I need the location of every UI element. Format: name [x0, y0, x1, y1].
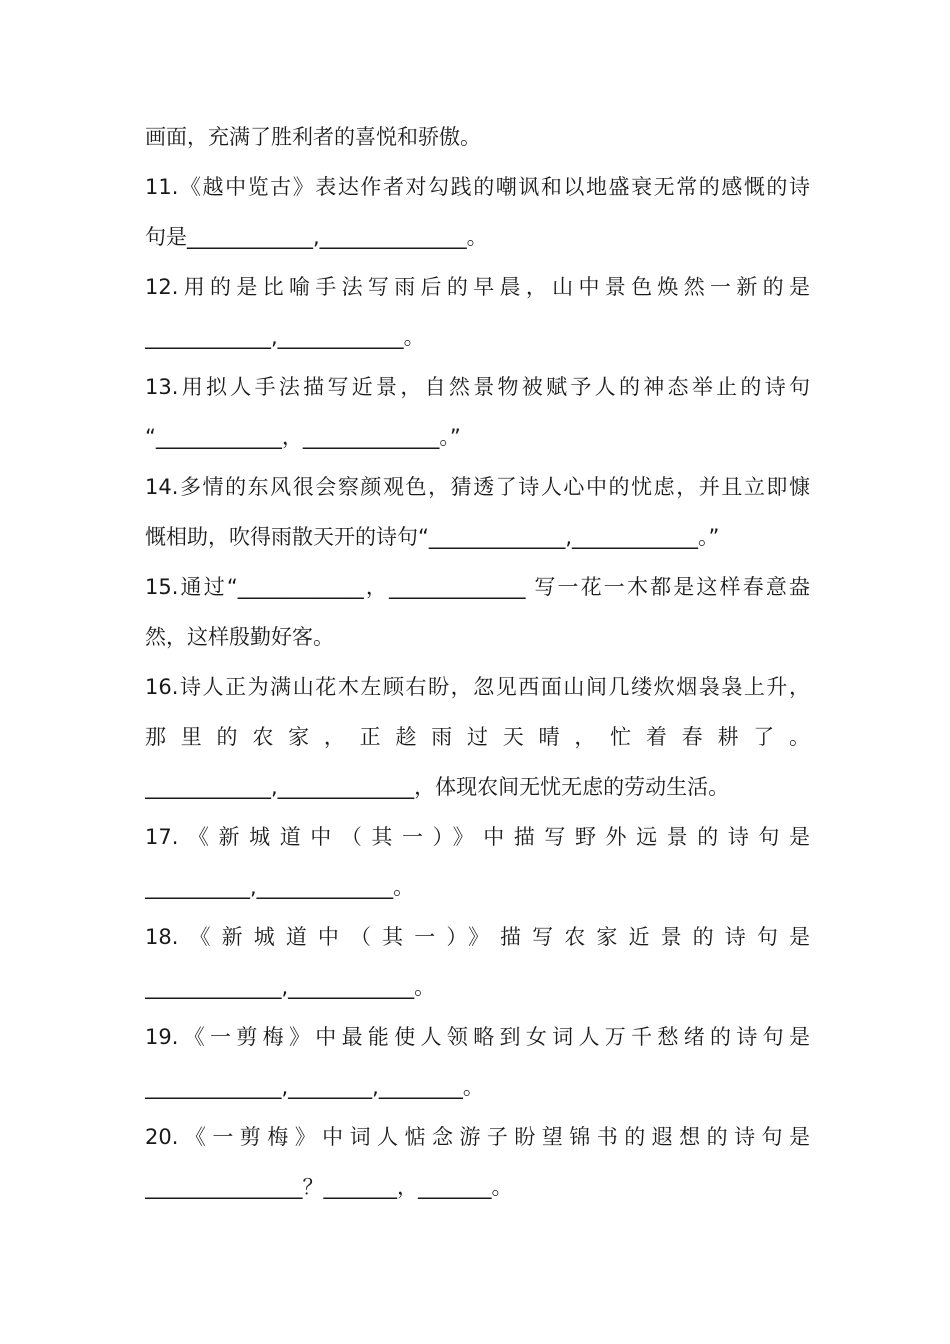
- question-16-blanks: ____________,_____________，体现农间无忧无虑的劳动生活。: [145, 775, 730, 799]
- question-15-continued: 然，这样殷勤好客。: [145, 625, 334, 649]
- question-18-blanks: _____________,____________。: [145, 975, 436, 999]
- question-17-text: 17.《新城道中（其一）》中描写野外远景的诗句是: [145, 825, 810, 849]
- question-15-text: 15.通过“____________，_____________ 写一花一木都是这样春意盎: [145, 575, 810, 599]
- question-17-blanks: __________,_____________。: [145, 875, 415, 899]
- question-20-blanks: _______________？_______，_______。: [145, 1175, 513, 1199]
- question-20-text: 20.《一剪梅》中词人惦念游子盼望锦书的遐想的诗句是: [145, 1125, 810, 1149]
- question-13-blanks: “____________，_____________。”: [145, 425, 461, 449]
- question-12-text: 12.用的是比喻手法写雨后的早晨，山中景色焕然一新的是: [145, 275, 810, 299]
- question-14-text: 14.多情的东风很会察颜观色，猜透了诗人心中的忧虑，并且立即慷: [145, 475, 810, 499]
- question-13-text: 13.用拟人手法描写近景，自然景物被赋予人的神态举止的诗句: [145, 375, 810, 399]
- question-12-blanks: ____________,____________。: [145, 325, 425, 349]
- question-19-blanks: _____________,________,________。: [145, 1075, 484, 1099]
- question-16-continued: 那里的农家，正趁雨过天晴，忙着春耕了。: [145, 725, 810, 749]
- question-16-text: 16.诗人正为满山花木左顾右盼，忽见西面山间几缕炊烟袅袅上升，: [145, 675, 810, 699]
- question-11-blanks: 句是____________,______________。: [145, 225, 488, 249]
- question-14-blanks: 慨相助，吹得雨散天开的诗句“_____________,____________。”: [145, 525, 720, 549]
- text-line-1: 画面，充满了胜利者的喜悦和骄傲。: [145, 125, 481, 149]
- question-11-text: 11.《越中览古》表达作者对勾践的嘲讽和以地盛衰无常的感慨的诗: [145, 175, 810, 199]
- question-19-text: 19.《一剪梅》中最能使人领略到女词人万千愁绪的诗句是: [145, 1025, 810, 1049]
- question-18-text: 18.《新城道中（其一）》描写农家近景的诗句是: [145, 925, 810, 949]
